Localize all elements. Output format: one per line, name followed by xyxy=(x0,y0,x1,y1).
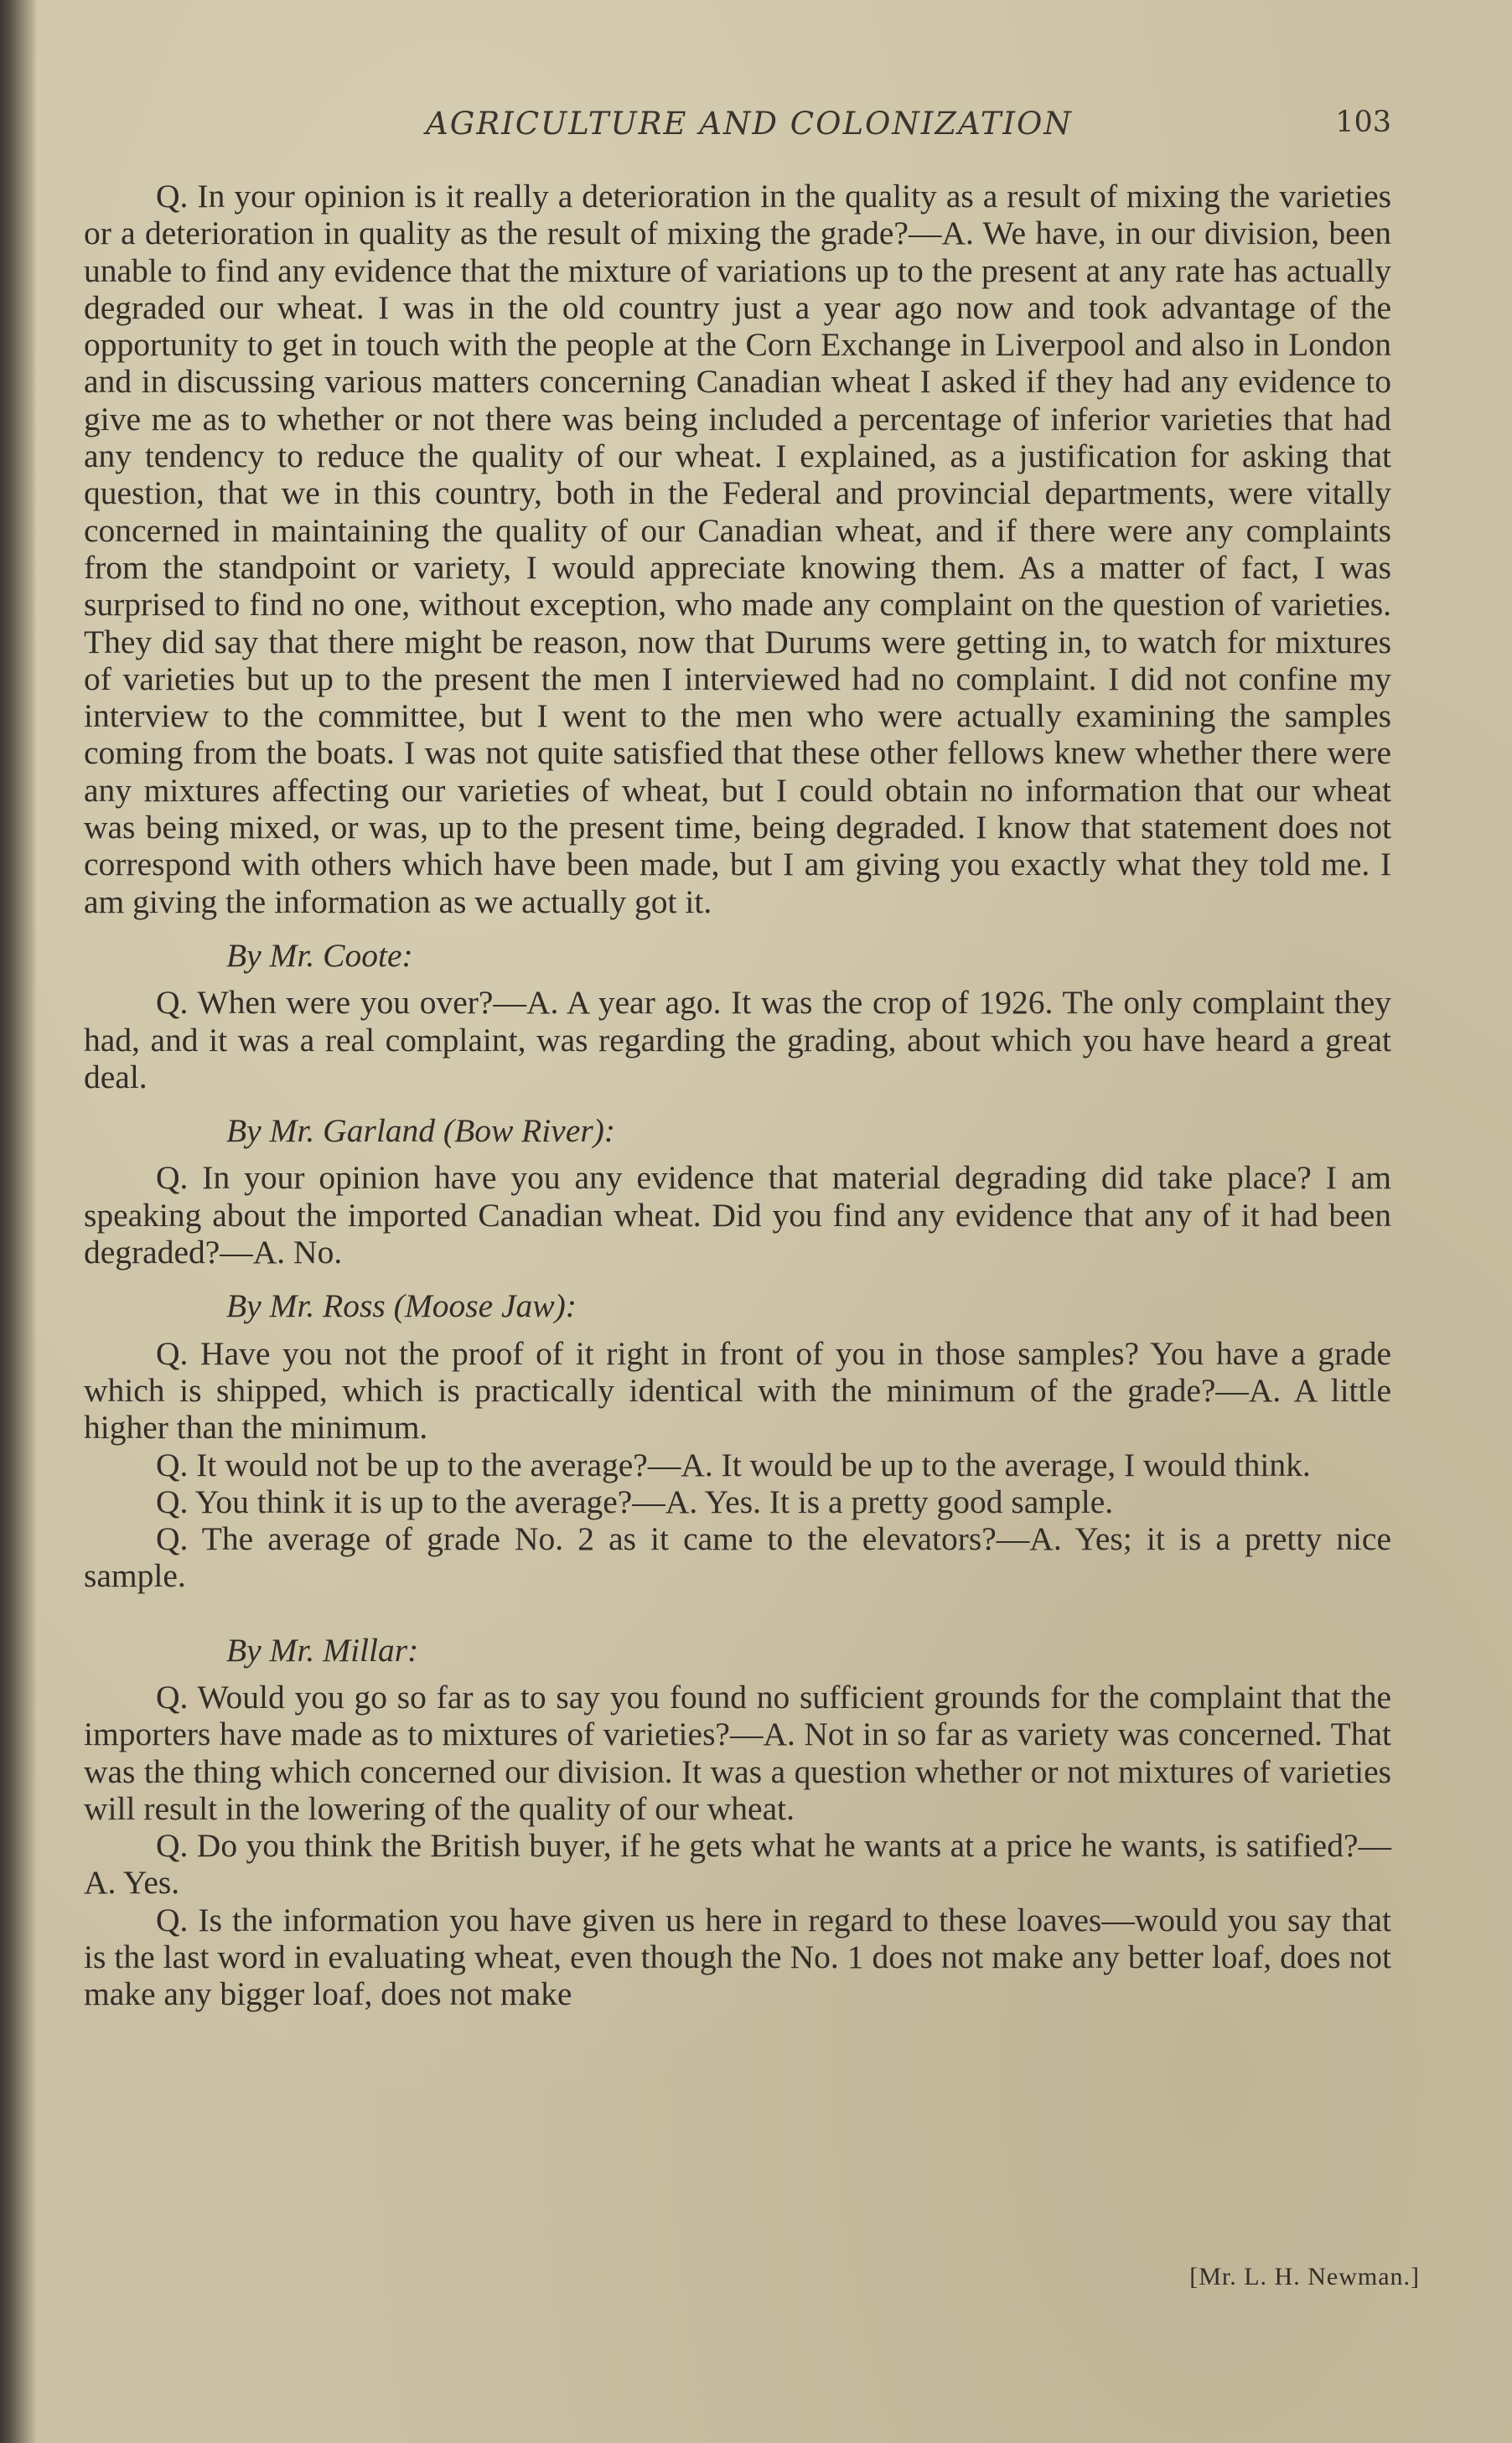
paragraph: Q. In your opinion is it really a deterioration in the quality as a result of mixing the varieties or a deterioration in quality as the result of mixing the grade?—A. We have, in our division, been unable to find any evidence that the mixture of variations up to the present at any rate has actually degraded our wheat. I was in the old country just a year ago now and took advantage of the opportunity to get in touch with the people at the Corn Exchange in Liverpool and also in London and in discussing various matters concerning Canadian wheat I asked if they had any evidence to give me as to whether or not there was being included a percentage of inferior varieties that had any tendency to reduce the quality of our wheat. I explained, as a justification for asking that question, that we in this country, both in the Federal and provincial departments, were vitally concerned in maintaining the quality of our Canadian wheat, and if there were any complaints from the standpoint or variety, I would appreciate knowing them. As a matter of fact, I was surprised to find no one, without exception, who made any complaint on the question of varieties. They did say that there might be reason, now that Durums were getting in, to watch for mixtures of varieties but up to the present the men I interviewed had no complaint. I did not confine my interview to the committee, but I went to the men who were actually examining the samples coming from the boats. I was not quite satisfied that these other fellows knew whether there were any mixtures affecting our varieties of wheat, but I could obtain no information that our wheat was being mixed, or was, up to the present time, being degraded. I know that statement does not correspond with others which have been made, but I am giving you exactly what they told me. I am giving the information as we actually got it. xyxy=(84,178,1391,920)
paragraph: Q. Do you think the British buyer, if he gets what he wants at a price he wants, is satified?—A. Yes. xyxy=(84,1827,1391,1902)
page-body xyxy=(84,178,1391,2013)
speaker-heading: By Mr. Millar: xyxy=(226,1631,419,1669)
book-binding-shadow xyxy=(0,0,37,2443)
page-number: 103 xyxy=(1335,106,1391,139)
paragraph: Q. Is the information you have given us here in regard to these loaves—would you say that is the last word in evaluating wheat, even though the No. 1 does not make any better loaf, does not make any bigger loaf, does not make xyxy=(84,1901,1391,2013)
running-head xyxy=(84,106,1391,153)
running-head-title: AGRICULTURE AND COLONIZATION xyxy=(426,106,1073,142)
paragraph: Q. The average of grade No. 2 as it came to the elevators?—A. Yes; it is a pretty nice sample. xyxy=(84,1520,1391,1595)
paragraph: Q. You think it is up to the average?—A. Yes. It is a pretty good sample. xyxy=(156,1483,1114,1520)
paragraph: Q. When were you over?—A. A year ago. It was the crop of 1926. The only complaint they had, and it was a real complaint, was regarding the grading, about which you have heard a great deal. xyxy=(84,984,1391,1095)
speaker-heading: By Mr. Coote: xyxy=(226,936,413,974)
paragraph: Q. Have you not the proof of it right in front of you in those samples? You have a grade which is shipped, which is practically identical with the minimum of the grade?—A. A little higher than the minimum. xyxy=(84,1334,1391,1447)
paragraph: Q. In your opinion have you any evidence that material degrading did take place? I am speaking about the imported Canadian wheat. Did you find any evidence that any of it had been degraded?—A. No. xyxy=(84,1159,1391,1271)
witness-footer: [Mr. L. H. Newman.] xyxy=(1189,2263,1420,2290)
speaker-heading: By Mr. Garland (Bow River): xyxy=(226,1112,616,1150)
speaker-heading: By Mr. Ross (Moose Jaw): xyxy=(226,1287,577,1325)
paragraph: Q. It would not be up to the average?—A. It would be up to the average, I would think. xyxy=(156,1446,1311,1483)
paragraph: Q. Would you go so far as to say you found no sufficient grounds for the complaint that the importers have made as to mixtures of varieties?—A. Not in so far as variety was concerned. That was the thing which concerned our division. It was a question whether or not mixtures of varieties will result in the lowering of the quality of our wheat. xyxy=(84,1678,1391,1827)
